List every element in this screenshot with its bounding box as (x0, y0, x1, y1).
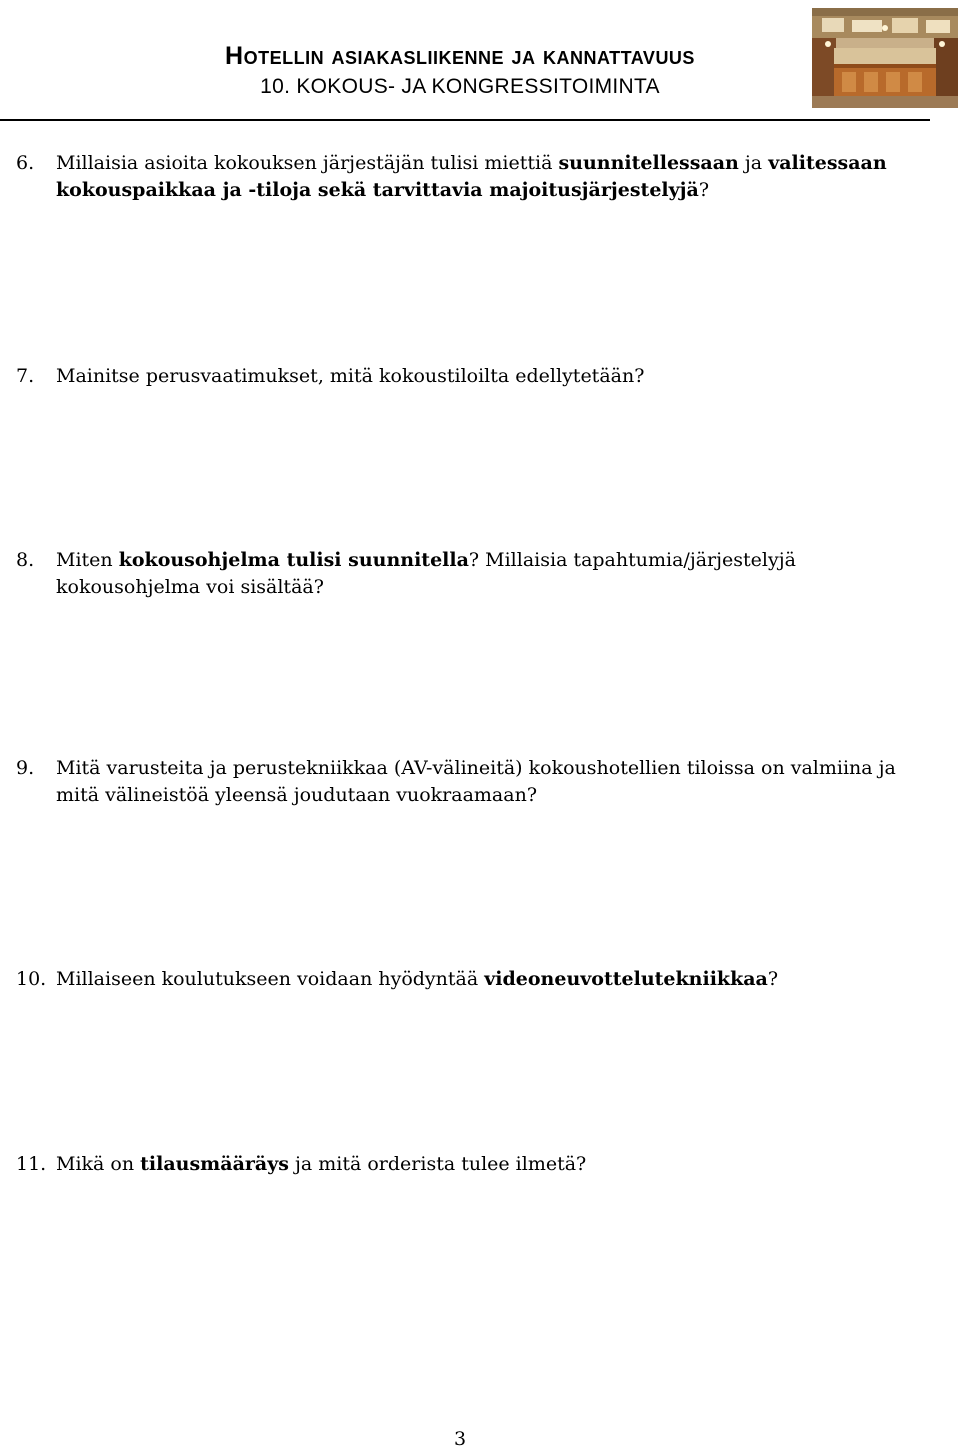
page-header (0, 0, 960, 124)
question-text (56, 150, 916, 204)
question-text (56, 547, 916, 601)
header-subtitle: 10. KOKOUS- JA KONGRESSITOIMINTA (260, 75, 660, 98)
question-text-run: Miten (56, 549, 119, 571)
header-title: Hotellin asiakasliikenne ja kannattavuus (225, 42, 695, 70)
question-9 (16, 755, 916, 809)
question-10 (16, 966, 916, 993)
question-number: 11. (16, 1153, 47, 1175)
question-number: 6. (16, 152, 35, 174)
question-text (56, 966, 916, 993)
question-text-run: Mainitse perusvaatimukset, mitä kokoustiloilta edellytetään? (56, 365, 645, 387)
emphasized-text: kokousohjelma tulisi suunnitella (118, 549, 469, 571)
question-text-run: Millaisia asioita kokouksen järjestäjän tulisi miettiä (56, 152, 559, 174)
question-7 (16, 363, 916, 390)
question-number: 8. (16, 549, 35, 571)
emphasized-text: valitessaan kokouspaikkaa ja -tiloja sekä tarvittavia majoitusjärjestelyjä (56, 152, 887, 201)
header-divider (0, 119, 930, 121)
question-text-run: Mikä on (56, 1153, 141, 1175)
question-text (56, 1151, 916, 1178)
question-text-run: Millaiseen koulutukseen voidaan hyödyntää (56, 968, 485, 990)
question-11 (16, 1151, 916, 1178)
emphasized-text: videoneuvottelutekniikkaa (484, 968, 768, 990)
question-text-run: ? (767, 968, 779, 990)
question-text (56, 363, 916, 390)
question-8 (16, 547, 916, 601)
question-6 (16, 150, 916, 204)
question-text-run: ? Millaisia tapahtumia/järjestelyjä kokousohjelma voi sisältää? (56, 549, 796, 598)
question-number: 10. (16, 968, 47, 990)
emphasized-text: suunnitellessaan (558, 152, 739, 174)
question-text-run: ja (738, 152, 769, 174)
question-text-run: ja mitä orderista tulee ilmetä? (288, 1153, 587, 1175)
question-text (56, 755, 916, 809)
question-text-run: Mitä varusteita ja perustekniikkaa (AV-välineitä) kokoushotellien tiloissa on valmiina ja mitä välineistöä yleensä joudutaan vuokraamaan? (56, 757, 896, 806)
question-number: 9. (16, 757, 35, 779)
question-text-run: ? (698, 179, 710, 201)
page-number: 3 (453, 1428, 467, 1450)
hotel-reception-photo (812, 8, 958, 108)
question-number: 7. (16, 365, 35, 387)
emphasized-text: tilausmääräys (140, 1153, 289, 1175)
